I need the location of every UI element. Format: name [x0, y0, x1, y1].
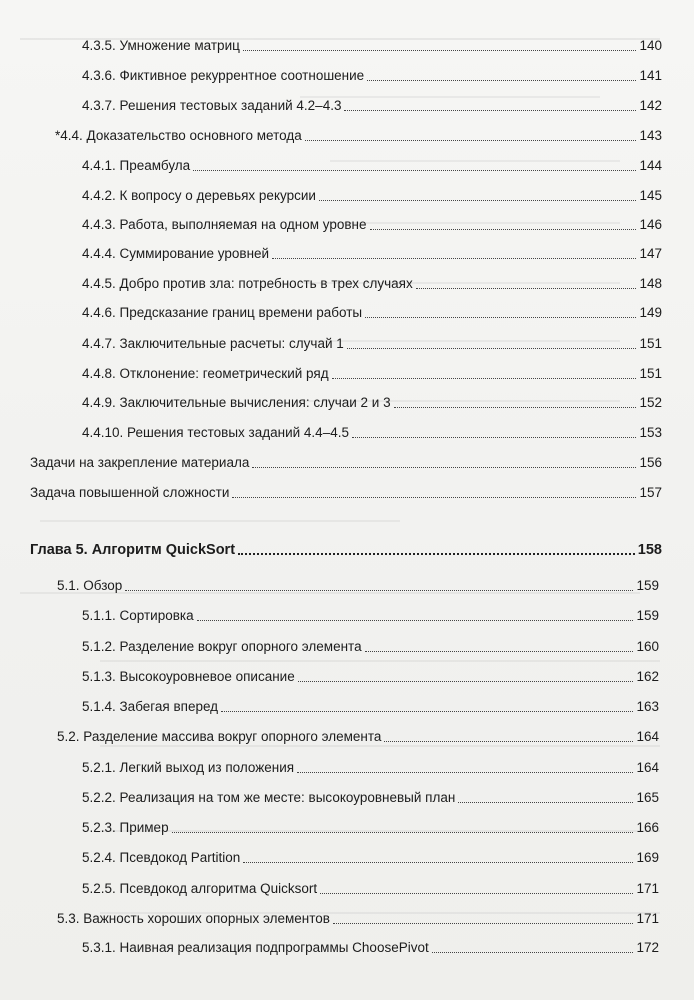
dot-leader: [458, 802, 633, 803]
dot-leader: [367, 80, 636, 81]
toc-entry-title: 5.1.3. Высокоуровневое описание: [82, 669, 295, 684]
toc-entry-page: 142: [639, 98, 662, 113]
toc-entry-page: 159: [636, 578, 659, 593]
toc-entry-title: Глава 5. Алгоритм QuickSort: [30, 542, 236, 558]
toc-entry-page: 171: [636, 881, 659, 896]
toc-entry: [82, 844, 659, 866]
dot-leader: [221, 711, 633, 712]
toc-entry-page: 166: [636, 820, 659, 835]
dot-leader: [394, 407, 637, 408]
toc-entry-title: 4.4.1. Преамбула: [82, 158, 191, 173]
toc-entry-title: 4.3.5. Умножение матриц: [82, 38, 240, 53]
toc-entry-title: 5.1.4. Забегая вперед: [82, 699, 219, 714]
toc-entry: [55, 122, 662, 144]
toc-entry-page: 151: [639, 336, 662, 351]
toc-entry: [82, 62, 662, 84]
toc-entry-page: 146: [639, 217, 662, 232]
dot-leader: [352, 437, 637, 438]
toc-entry-title: 4.4.7. Заключительные расчеты: случай 1: [82, 336, 344, 351]
dot-leader: [238, 553, 635, 555]
toc-entry-title: 4.4.2. К вопросу о деревьях рекурсии: [82, 188, 316, 203]
dot-leader: [332, 378, 637, 379]
toc-entry-title: 5.1.2. Разделение вокруг опорного элемента: [82, 639, 362, 654]
toc-entry-page: 171: [636, 911, 659, 926]
toc-entry: [82, 330, 662, 352]
toc-entry: [82, 814, 659, 836]
toc-entry-page: 164: [636, 760, 659, 775]
toc-entry: [57, 723, 659, 745]
dot-leader: [344, 110, 636, 111]
dot-leader: [416, 288, 637, 289]
toc-entry-title: Задача повышенной сложности: [30, 485, 230, 500]
toc-entry-page: 159: [636, 608, 659, 623]
dot-leader: [125, 590, 633, 591]
toc-entry: [82, 693, 659, 715]
dot-leader: [365, 317, 636, 318]
toc-entry-title: 5.2.2. Реализация на том же месте: высокоуровневый план: [82, 790, 456, 805]
toc-entry: [82, 299, 662, 321]
toc-entry: [82, 211, 662, 233]
dot-leader: [243, 862, 633, 863]
toc-entry-title: 4.4.10. Решения тестовых заданий 4.4–4.5: [82, 425, 349, 440]
toc-entry: [82, 784, 659, 806]
dot-leader: [384, 741, 633, 742]
toc-entry: [30, 449, 662, 471]
toc-entry: [30, 479, 662, 501]
toc-entry: [82, 360, 662, 382]
toc-entry-page: 163: [636, 699, 659, 714]
dot-leader: [298, 681, 634, 682]
toc-entry-page: 149: [639, 305, 662, 320]
toc-entry: [82, 389, 662, 411]
toc-entry: [82, 754, 659, 776]
toc-entry-page: 148: [639, 276, 662, 291]
toc-entry-title: Задачи на закрепление материала: [30, 455, 250, 470]
toc-entry-title: 4.4.8. Отклонение: геометрический ряд: [82, 366, 329, 381]
toc-entry: [82, 32, 662, 54]
dot-leader: [272, 258, 636, 259]
toc-entry-title: 5.3.1. Наивная реализация подпрограммы ChoosePivot: [82, 940, 429, 955]
toc-entry-page: 140: [639, 38, 662, 53]
toc-entry-title: 4.3.7. Решения тестовых заданий 4.2–4.3: [82, 98, 342, 113]
toc-entry-page: 156: [639, 455, 662, 470]
toc-entry-title: 4.4.9. Заключительные вычисления: случаи 2 и 3: [82, 395, 391, 410]
toc-entry-page: 147: [639, 246, 662, 261]
toc-chapter-heading: [30, 536, 662, 558]
toc-entry-title: 4.3.6. Фиктивное рекуррентное соотношение: [82, 68, 365, 83]
toc-entry: [82, 419, 662, 441]
dot-leader: [252, 467, 636, 468]
toc-entry-page: 141: [639, 68, 662, 83]
toc-entry-title: 4.4.4. Суммирование уровней: [82, 246, 270, 261]
toc-entry-page: 164: [636, 729, 659, 744]
toc-entry: [82, 875, 659, 897]
dot-leader: [370, 229, 637, 230]
toc-entry-title: 4.4.5. Добро против зла: потребность в трех случаях: [82, 276, 413, 291]
toc-entry: [82, 240, 662, 262]
dot-leader: [297, 772, 633, 773]
toc-entry-page: 143: [639, 128, 662, 143]
toc-entry: [57, 572, 659, 594]
toc-entry-page: 144: [639, 158, 662, 173]
toc-entry: [82, 633, 659, 655]
dot-leader: [172, 832, 634, 833]
toc-entry-title: 5.1.1. Сортировка: [82, 608, 194, 623]
toc-entry-title: *4.4. Доказательство основного метода: [55, 128, 302, 143]
toc-entry: [82, 663, 659, 685]
toc-entry-page: 160: [636, 639, 659, 654]
toc-entry: [82, 182, 662, 204]
toc-entry-page: 151: [639, 366, 662, 381]
toc-entry-page: 157: [639, 485, 662, 500]
dot-leader: [197, 620, 634, 621]
dot-leader: [305, 140, 637, 141]
toc-entry-page: 158: [637, 542, 662, 558]
toc-entry-title: 4.4.3. Работа, выполняемая на одном уровне: [82, 217, 367, 232]
dot-leader: [347, 348, 637, 349]
dot-leader: [333, 923, 634, 924]
toc-entry: [82, 270, 662, 292]
toc-entry-page: 153: [639, 425, 662, 440]
toc-entry-page: 169: [636, 850, 659, 865]
toc-entry: [82, 152, 662, 174]
toc-entry: [82, 934, 659, 956]
toc-entry-page: 165: [636, 790, 659, 805]
dot-leader: [320, 893, 633, 894]
toc-entry-page: 152: [639, 395, 662, 410]
dot-leader: [319, 200, 637, 201]
toc-entry-page: 145: [639, 188, 662, 203]
toc-entry-title: 5.2.3. Пример: [82, 820, 169, 835]
toc-entry: [82, 602, 659, 624]
dot-leader: [193, 170, 636, 171]
toc-entry-title: 5.2.1. Легкий выход из положения: [82, 760, 295, 775]
toc-entry-title: 5.3. Важность хороших опорных элементов: [57, 911, 330, 926]
dot-leader: [365, 651, 634, 652]
dot-leader: [432, 952, 634, 953]
toc-entry-title: 5.2. Разделение массива вокруг опорного элемента: [57, 729, 382, 744]
toc-entry-title: 5.1. Обзор: [57, 578, 123, 593]
toc-entry: [82, 92, 662, 114]
toc-entry-page: 162: [636, 669, 659, 684]
toc-entry-title: 5.2.5. Псевдокод алгоритма Quicksort: [82, 881, 318, 896]
toc-entry-title: 4.4.6. Предсказание границ времени работы: [82, 305, 363, 320]
dot-leader: [232, 497, 636, 498]
toc-entry: [57, 905, 659, 927]
toc-entry-title: 5.2.4. Псевдокод Partition: [82, 850, 241, 865]
toc-entry-page: 172: [636, 940, 659, 955]
dot-leader: [243, 50, 637, 51]
